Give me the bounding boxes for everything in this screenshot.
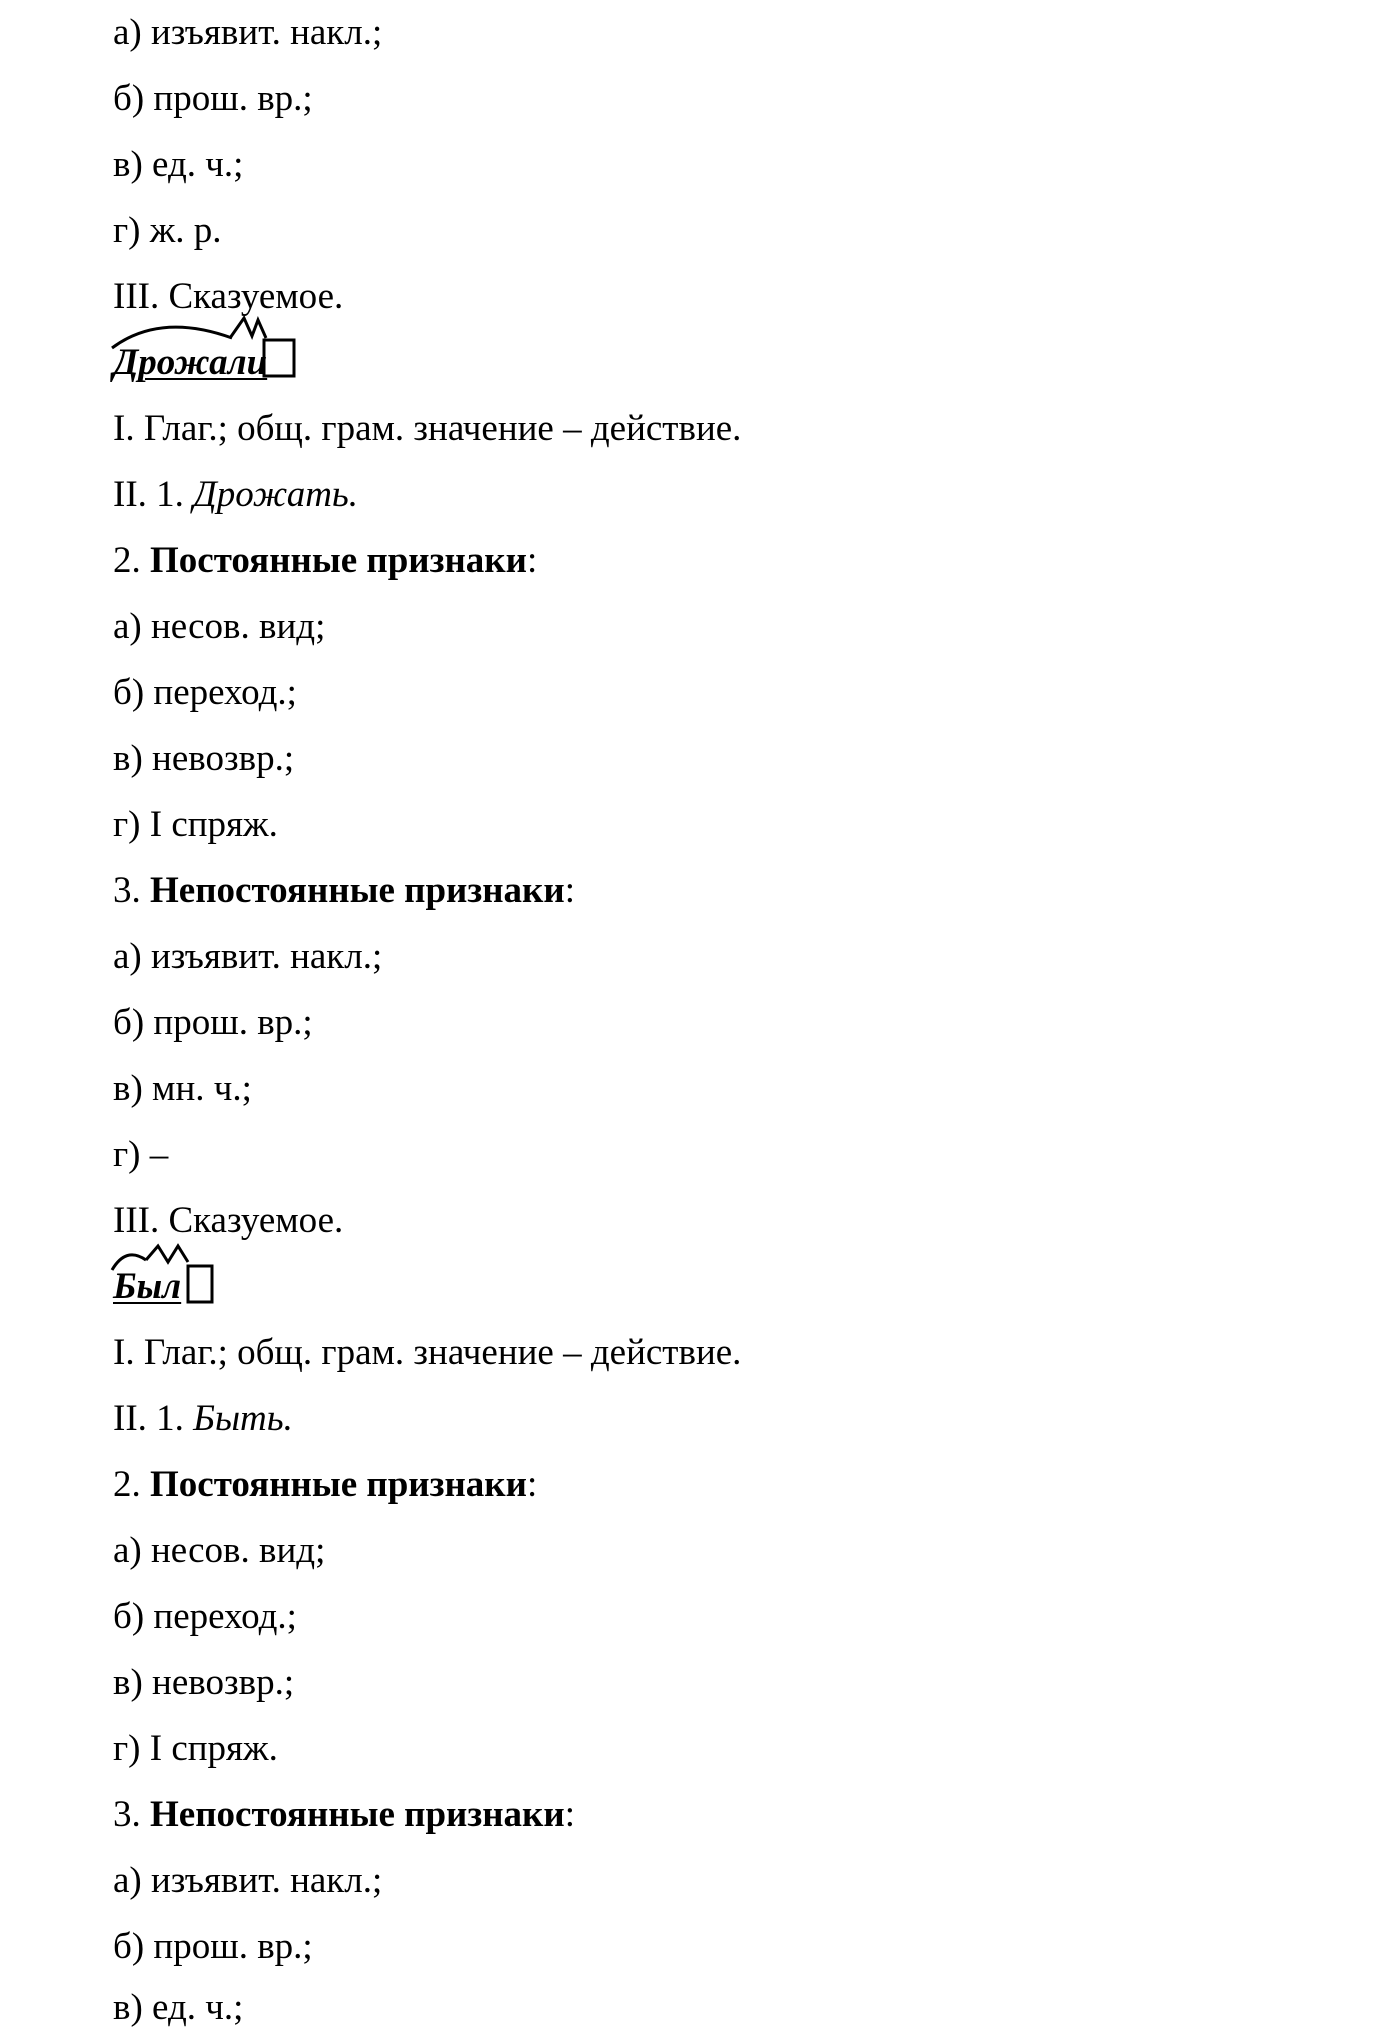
parsed-word — [113, 343, 267, 383]
parsed-word-text: Дрожали — [113, 342, 268, 383]
colon: : — [564, 870, 575, 911]
parsed-word-text: Был — [113, 1266, 182, 1307]
text-line: б) прош. вр.; — [113, 78, 313, 119]
text-line — [113, 1399, 293, 1439]
text-line: в) ед. ч.; — [113, 1987, 244, 2028]
text-line — [113, 475, 358, 515]
section-heading: Непостоянные признаки — [150, 870, 565, 911]
text-line: а) несов. вид; — [113, 606, 326, 647]
text-line: б) прош. вр.; — [113, 1926, 313, 1967]
text-line: I. Глаг.; общ. грам. значение – действие. — [113, 408, 742, 449]
text-line: а) изъявит. накл.; — [113, 1860, 383, 1901]
text-line: в) ед. ч.; — [113, 144, 244, 185]
text-line — [113, 871, 575, 911]
text-line — [113, 1795, 575, 1835]
section-heading: Постоянные признаки — [150, 540, 527, 581]
colon: : — [526, 540, 538, 581]
section-number: II. 1. — [113, 474, 184, 515]
section-number: II. 1. — [113, 1398, 184, 1439]
text-line — [113, 1465, 537, 1505]
text-line: г) I спряж. — [113, 1728, 278, 1769]
text-line: б) прош. вр.; — [113, 1002, 313, 1043]
text-line: в) невозвр.; — [113, 1662, 295, 1703]
text-line: а) изъявит. накл.; — [113, 936, 383, 977]
text-line: а) несов. вид; — [113, 1530, 326, 1571]
text-line: г) ж. р. — [113, 210, 222, 251]
suffix-zigzag-mark — [146, 1246, 188, 1262]
section-number: 2. — [113, 1464, 141, 1505]
section-number: 3. — [113, 870, 141, 911]
parsed-word — [113, 1267, 181, 1307]
ending-box-mark — [264, 340, 294, 376]
text-line: б) переход.; — [113, 672, 297, 713]
text-line: б) переход.; — [113, 1596, 297, 1637]
colon: : — [564, 1794, 575, 1835]
ending-box-mark — [188, 1266, 212, 1302]
text-line: г) I спряж. — [113, 804, 278, 845]
text-line: г) – — [113, 1134, 169, 1175]
text-line: I. Глаг.; общ. грам. значение – действие. — [113, 1332, 742, 1373]
section-number: 2. — [113, 540, 141, 581]
text-line: III. Сказуемое. — [113, 276, 344, 317]
section-heading: Постоянные признаки — [150, 1464, 527, 1505]
text-line: в) невозвр.; — [113, 738, 295, 779]
section-heading: Непостоянные признаки — [150, 1794, 565, 1835]
text-line: III. Сказуемое. — [113, 1200, 344, 1241]
colon: : — [526, 1464, 538, 1505]
text-line: а) изъявит. накл.; — [113, 12, 383, 53]
section-number: 3. — [113, 1794, 141, 1835]
text-line: в) мн. ч.; — [113, 1068, 252, 1109]
infinitive-form: Дрожать. — [193, 474, 359, 515]
suffix-zigzag-mark — [230, 318, 266, 338]
infinitive-form: Быть. — [193, 1398, 293, 1439]
text-line — [113, 541, 537, 581]
